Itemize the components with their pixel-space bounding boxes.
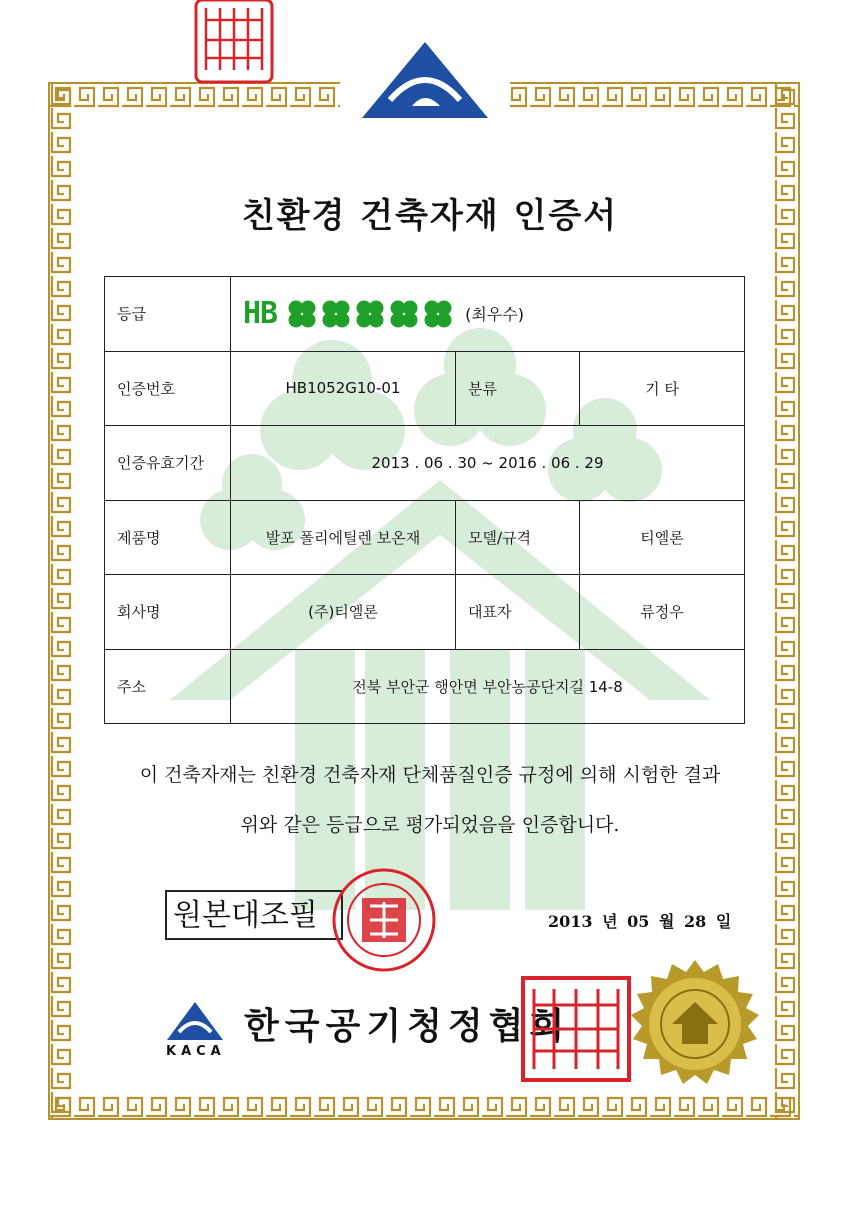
ceo-label: 대표자: [468, 603, 512, 622]
red-seal-icon: [520, 975, 632, 1083]
cert-no-value: HB1052G10-01: [231, 351, 456, 426]
table-row: [105, 500, 745, 575]
certificate-info-table: [104, 276, 745, 724]
grade-value: [243, 296, 732, 331]
company-label-cell: [105, 575, 231, 650]
copy-verified-stamp: 원본대조필: [165, 890, 343, 940]
product-value: 발포 폴리에틸렌 보온재: [231, 500, 456, 575]
table-row: [105, 351, 745, 426]
org-abbreviation: KACA: [166, 1044, 226, 1059]
issue-date: 2013 년 05 월 28 일: [548, 912, 732, 931]
organization-name: 한국공기청정협회: [244, 1006, 571, 1047]
statement-line-1: 이 건축자재는 친환경 건축자재 단체품질인증 규정에 의해 시험한 결과: [139, 764, 721, 786]
hb-mark: HB: [243, 296, 278, 332]
validity-label-cell: [105, 426, 231, 501]
clover-icon: [423, 299, 453, 329]
kaca-logo-icon: [360, 40, 490, 120]
clover-icon: [355, 299, 385, 329]
grade-value-cell: [231, 277, 745, 352]
gold-certification-seal-icon: [622, 958, 768, 1104]
category-label: 분류: [468, 379, 497, 398]
greek-key-border: [48, 82, 76, 1120]
clover-icon: [287, 299, 317, 329]
model-value: 티엘론: [580, 500, 745, 575]
address-label-cell: [105, 649, 231, 724]
product-label: 제품명: [117, 528, 161, 547]
cert-no-label-cell: [105, 351, 231, 426]
address-value: 전북 부안군 행안면 부안농공단지길 14-8: [231, 649, 745, 724]
company-label: 회사명: [117, 603, 161, 622]
table-row: [105, 426, 745, 501]
clover-icon: [321, 299, 351, 329]
grade-label: 등급: [117, 305, 146, 324]
clover-icon: [389, 299, 419, 329]
table-row: [105, 575, 745, 650]
validity-label: 인증유효기간: [117, 454, 204, 473]
table-row: [105, 649, 745, 724]
statement-line-2: 위와 같은 등급으로 평가되었음을 인증합니다.: [240, 814, 620, 836]
category-value: 기 타: [580, 351, 745, 426]
address-label: 주소: [117, 677, 146, 696]
table-row: [105, 277, 745, 352]
red-seal-icon: [330, 866, 438, 974]
cert-no-label: 인증번호: [117, 379, 175, 398]
red-seal-icon: [192, 0, 276, 86]
greek-key-border: [772, 82, 800, 1120]
model-label: 모델/규격: [468, 528, 532, 547]
product-label-cell: [105, 500, 231, 575]
category-label-cell: [456, 351, 580, 426]
clover-rating: [287, 299, 453, 329]
ceo-label-cell: [456, 575, 580, 650]
company-value: (주)티엘론: [231, 575, 456, 650]
validity-value: 2013 . 06 . 30 ~ 2016 . 06 . 29: [231, 426, 745, 501]
model-label-cell: [456, 500, 580, 575]
grade-label-cell: [105, 277, 231, 352]
grade-note: (최우수): [465, 305, 524, 325]
certificate-title: 친환경 건축자재 인증서: [241, 196, 619, 236]
ceo-value: 류정우: [580, 575, 745, 650]
